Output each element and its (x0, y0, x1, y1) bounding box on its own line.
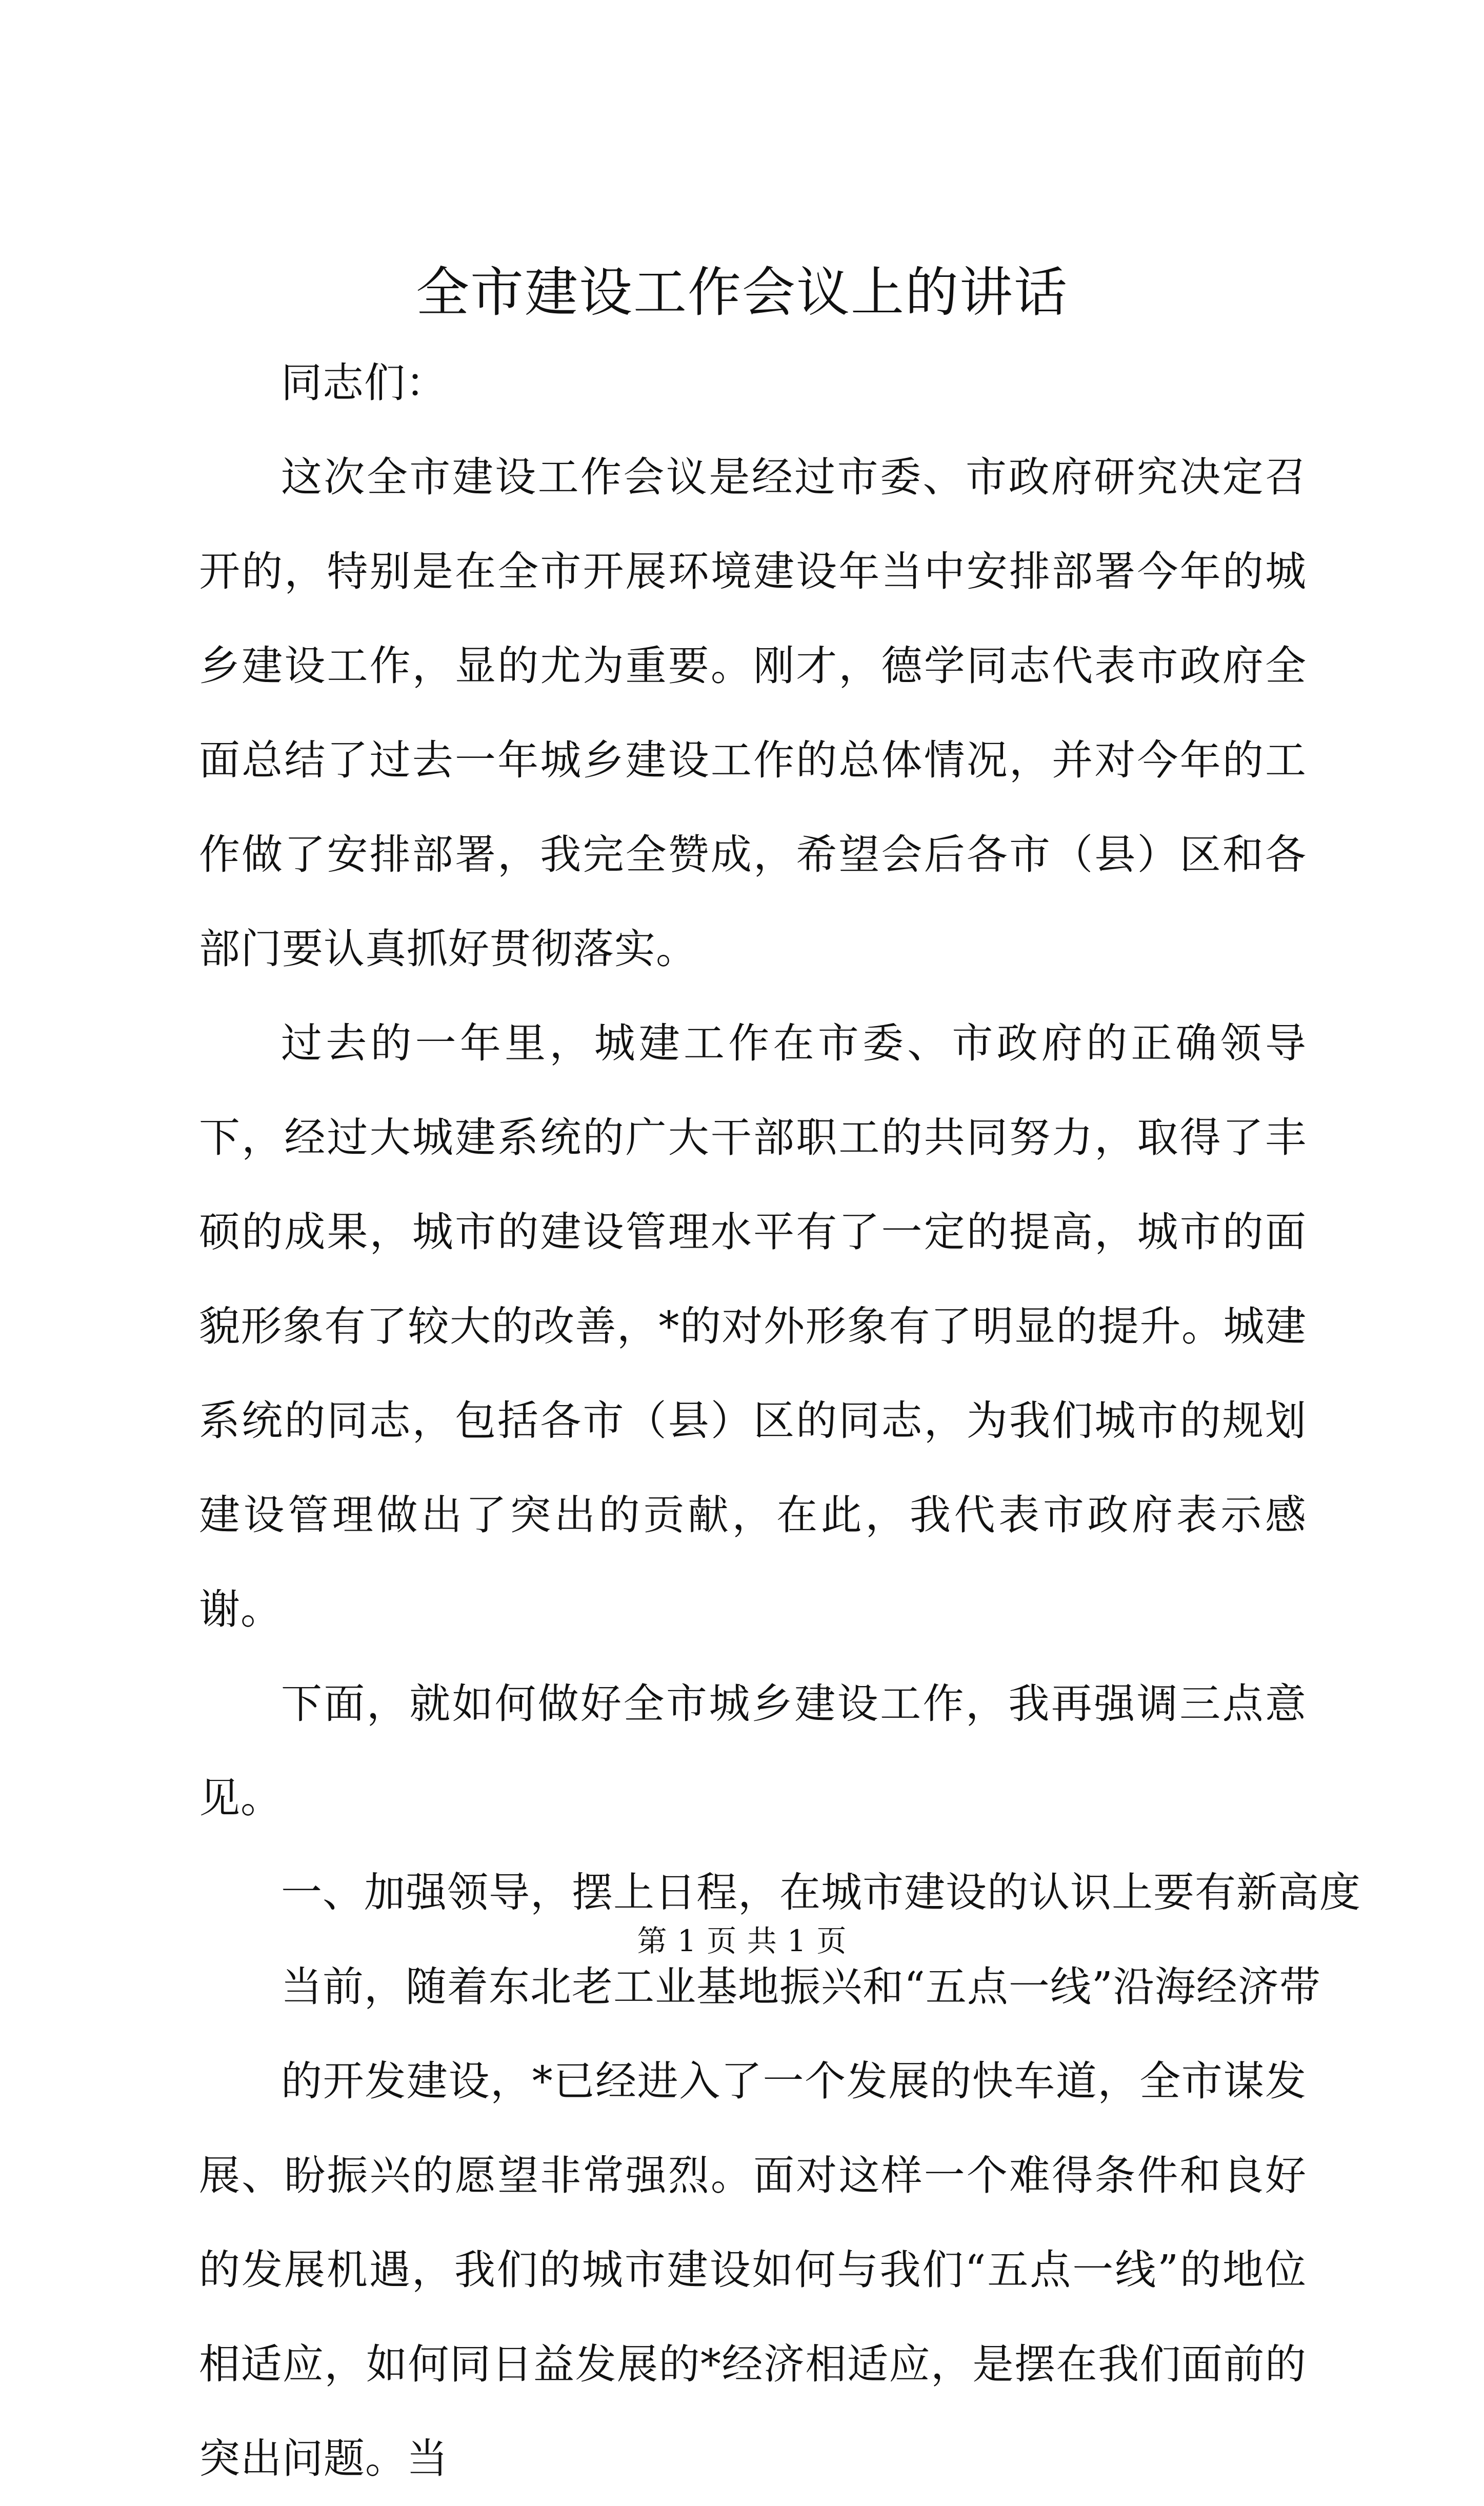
page-footer: 第 1 页 共 1 页 (637, 1923, 847, 1958)
section-paragraph: 的开发建设，*已经进入了一个发展的快车道，全市谋发展、盼振兴的愿望非常强烈。面对这样一个难得条件和良好的发展机遇，我们的城市建设如何与我们“五点一线”的地位相适应，如何同日益发展的*经济相适应，是摆在我们面前的突出问题。当 (199, 2057, 1307, 2482)
document-title: 全市建设工作会议上的讲话 (415, 261, 1068, 324)
document-body (199, 336, 1361, 2506)
paragraph-transition: 下面，就如何做好全市城乡建设工作，我再强调三点意见。 (199, 1680, 1307, 1822)
section-first-line: 当前，随着东北老工业基地振兴和“五点一线”沿海经济带 (281, 1963, 1321, 2011)
section-heading: 一、加强领导，摆上日程，在城市建设的认识上要有新高度 (281, 1869, 1361, 1916)
paragraph-review: 过去的一年里，城建工作在市委、市政府的正确领导下，经过大城建系统的广大干部职工的共同努力，取得了丰硕的成果，城市的建设管理水平有了一定的提高，城市的面貌形象有了较大的改善，*的对外形象有了明显的提升。城建系统的同志，包括各市（县）区的同志，为我们城市的规划建设管理做出了突出的贡献，在此，我代表市政府表示感谢。 (199, 1019, 1307, 1633)
salutation: 同志们： (281, 359, 447, 407)
paragraph-intro: 这次全市建设工作会议是经过市委、市政府研究决定召开的，特别是在全市开展环境建设年当中安排部署今年的城乡建设工作，显的尤为重要。刚才，德学同志代表市政府全面总结了过去一年城乡建设工作的总体情况，并对今年的工作做了安排部署，我完全赞成，希望会后各市（县）区和各部门要认真抓好贯彻落实。 (199, 453, 1307, 973)
